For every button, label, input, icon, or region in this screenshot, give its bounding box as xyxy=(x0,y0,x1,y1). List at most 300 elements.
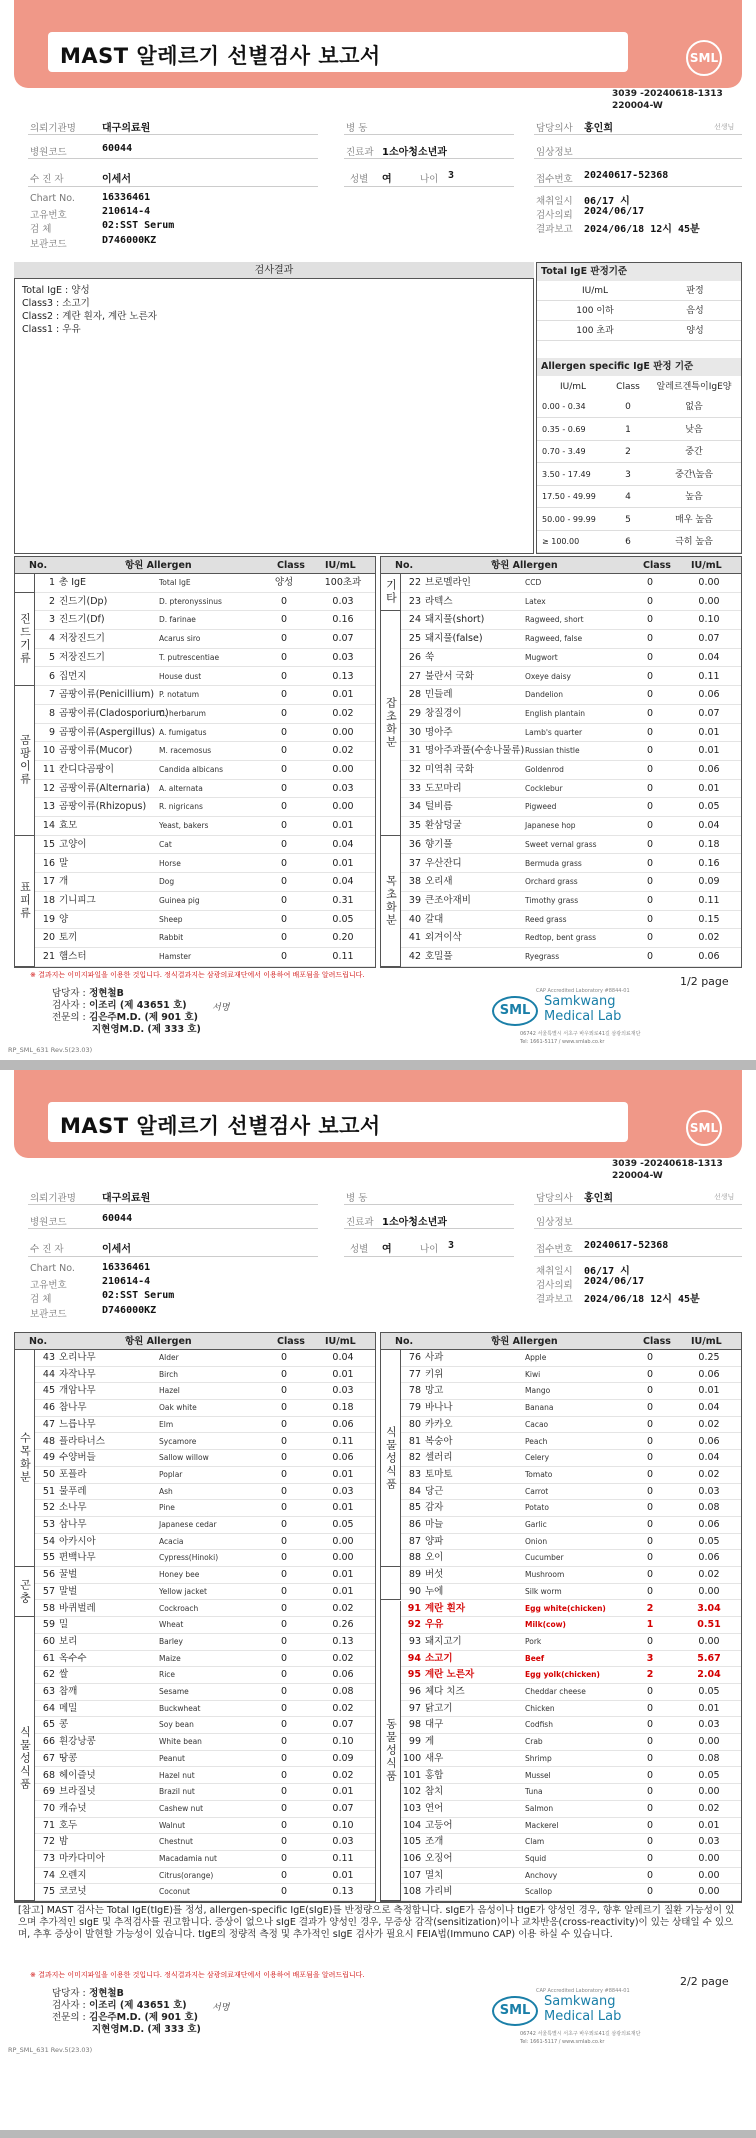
allergen-no: 78 xyxy=(408,1385,421,1397)
allergen-no: 9 xyxy=(48,726,55,738)
collect-date-value: 06/17 시 xyxy=(584,196,630,207)
allergen-iu: 0.09 xyxy=(698,876,720,888)
allergen-name-ko: 보리 xyxy=(59,1635,78,1647)
allergen-name-en: Kiwi xyxy=(525,1369,541,1379)
allergen-no: 32 xyxy=(408,764,421,775)
allergen-class: 0 xyxy=(280,764,288,775)
allergen-iu: 0.01 xyxy=(698,1385,720,1397)
allergen-row xyxy=(401,1400,741,1417)
allergen-no: 66 xyxy=(42,1736,55,1748)
allergen-class: 0 xyxy=(646,1468,654,1480)
allergen-no: 89 xyxy=(408,1569,421,1581)
allergen-no: 101 xyxy=(403,1769,422,1781)
signature-image-2: 서명 xyxy=(212,2003,230,2013)
allergen-class: 0 xyxy=(280,633,288,645)
allergen-iu: 0.00 xyxy=(698,577,720,588)
allergen-row xyxy=(35,1350,375,1367)
allergen-no: 21 xyxy=(42,951,55,962)
allergen-no: 41 xyxy=(408,932,421,944)
allergen-name-en: Onion xyxy=(525,1536,548,1546)
allergen-name-ko: 민들레 xyxy=(425,689,453,701)
allergen-name-en: Cat xyxy=(159,839,172,849)
allergen-name-ko: 헤이즐넛 xyxy=(59,1769,96,1781)
allergen-name-en: House dust xyxy=(159,671,202,681)
allergen-no: 53 xyxy=(42,1519,55,1530)
allergen-name-ko: 진드기(Dp) xyxy=(59,595,108,607)
column-header: No. xyxy=(395,1336,414,1347)
specimen-value: 02:SST Serum xyxy=(102,220,175,231)
allergen-iu: 0.07 xyxy=(332,633,354,645)
allergen-no: 70 xyxy=(42,1802,55,1814)
criteria-cell: 매우 높음 xyxy=(675,514,713,525)
allergen-class: 0 xyxy=(646,1736,654,1748)
column-header: IU/mL xyxy=(691,1336,722,1347)
allergen-name-ko: 밤 xyxy=(59,1836,69,1848)
result-line: Total IgE : 양성 xyxy=(22,285,90,296)
allergen-iu: 0.06 xyxy=(698,1368,720,1380)
allergen-class: 0 xyxy=(280,1468,288,1480)
allergen-class: 0 xyxy=(646,707,654,719)
allergen-iu: 0.25 xyxy=(698,1352,720,1363)
allergen-name-ko: 진드기(Df) xyxy=(59,614,105,626)
allergen-name-ko: 도꼬마리 xyxy=(425,782,462,794)
allergen-class: 0 xyxy=(646,1719,654,1731)
allergen-name-en: English plantain xyxy=(525,708,586,718)
allergen-iu: 0.07 xyxy=(332,1719,354,1731)
allergen-name-ko: 라텍스 xyxy=(425,595,453,607)
allergen-row xyxy=(35,1584,375,1601)
allergen-name-ko: 연어 xyxy=(425,1802,444,1814)
allergen-name-en: Russian thistle xyxy=(525,746,580,756)
allergen-row xyxy=(35,1884,375,1901)
allergen-iu: 0.01 xyxy=(332,1569,354,1581)
allergen-name-ko: 곰팡이류(Cladosporium) xyxy=(59,707,169,719)
allergen-class: 0 xyxy=(280,1719,288,1731)
allergen-name-en: Cacao xyxy=(525,1419,549,1429)
allergen-name-en: Chestnut xyxy=(159,1837,193,1847)
institution-value: 대구의료원 xyxy=(102,123,151,134)
allergen-row xyxy=(35,1717,375,1734)
allergen-row xyxy=(35,630,375,649)
report-page-1 xyxy=(0,0,756,1060)
allergen-iu: 0.15 xyxy=(698,913,720,925)
allergen-no: 67 xyxy=(42,1752,55,1764)
allergen-name-en: Dandelion xyxy=(525,690,564,700)
allergen-class: 0 xyxy=(280,1819,288,1831)
criteria-cell: 1 xyxy=(625,424,631,435)
allergen-row xyxy=(35,1651,375,1668)
allergen-iu: 0.16 xyxy=(332,614,354,626)
allergen-class: 0 xyxy=(646,801,654,813)
allergen-row xyxy=(401,1584,741,1601)
allergen-no: 103 xyxy=(403,1802,422,1814)
allergen-no: 58 xyxy=(42,1602,55,1614)
report-title-2: MAST 알레르기 선별검사 보고서 xyxy=(60,1114,381,1138)
allergen-iu: 0.00 xyxy=(332,1552,354,1564)
allergen-class: 0 xyxy=(280,1853,288,1864)
allergen-iu: 0.04 xyxy=(698,1452,720,1464)
allergen-name-ko: 수양버들 xyxy=(59,1452,96,1464)
allergen-class: 0 xyxy=(280,782,288,794)
allergen-iu: 0.06 xyxy=(332,1452,354,1464)
allergen-row xyxy=(401,836,741,855)
allergen-class: 0 xyxy=(280,1769,288,1781)
allergen-no: 25 xyxy=(408,633,421,645)
allergen-row xyxy=(35,1868,375,1885)
allergen-iu: 0.01 xyxy=(332,857,354,869)
allergen-name-en: Scallop xyxy=(525,1887,552,1897)
allergen-class: 0 xyxy=(646,894,654,906)
result-line: Class1 : 우유 xyxy=(22,324,81,335)
allergen-row xyxy=(35,892,375,911)
allergen-iu: 0.03 xyxy=(332,595,354,607)
allergen-class: 0 xyxy=(280,1368,288,1380)
allergen-iu: 0.06 xyxy=(698,764,720,775)
allergen-iu: 0.02 xyxy=(698,1569,720,1581)
allergen-iu: 0.05 xyxy=(332,1519,354,1530)
allergen-class: 0 xyxy=(646,1769,654,1781)
allergen-class: 0 xyxy=(280,1635,288,1647)
allergen-no: 79 xyxy=(408,1402,421,1414)
allergen-no: 10 xyxy=(42,745,55,757)
criteria-cell: 4 xyxy=(625,492,631,502)
form-code-2: RP_SML_631 Rev.5(23.03) xyxy=(8,2046,93,2054)
allergen-name-en: Wheat xyxy=(159,1620,184,1630)
allergen-name-ko: 갈대 xyxy=(425,913,444,925)
allergen-name-en: Crab xyxy=(525,1737,543,1747)
allergen-class: 0 xyxy=(280,1519,288,1530)
report-code-2: 3039 -20240618-1313 220004-W xyxy=(612,1159,723,1181)
allergen-name-en: R. nigricans xyxy=(159,802,203,812)
allergen-iu: 0.03 xyxy=(698,1719,720,1731)
allergen-iu: 0.02 xyxy=(332,707,354,719)
allergen-class: 2 xyxy=(646,1602,654,1614)
allergen-row xyxy=(35,1851,375,1868)
allergen-row xyxy=(401,1751,741,1768)
allergen-iu: 0.06 xyxy=(698,1435,720,1447)
allergen-class: 0 xyxy=(280,595,288,607)
allergen-row xyxy=(401,1768,741,1785)
allergen-class: 0 xyxy=(280,1352,288,1363)
allergen-name-en: Cheddar cheese xyxy=(525,1687,586,1696)
allergen-no: 83 xyxy=(408,1468,421,1480)
allergen-name-en: White bean xyxy=(159,1737,202,1747)
allergen-name-en: Shrimp xyxy=(525,1753,552,1763)
allergen-row xyxy=(401,1717,741,1734)
allergen-class: 양성 xyxy=(274,577,294,588)
sml-logo-2: SML xyxy=(686,1110,722,1146)
allergen-class: 3 xyxy=(646,1652,654,1664)
allergen-name-en: Citrus(orange) xyxy=(159,1870,214,1880)
allergen-no: 97 xyxy=(408,1702,421,1714)
allergen-no: 34 xyxy=(408,801,421,813)
allergen-no: 30 xyxy=(408,726,421,738)
allergen-no: 6 xyxy=(48,670,55,682)
allergen-no: 61 xyxy=(42,1652,55,1664)
allergen-name-en: Ragweed, short xyxy=(525,615,584,625)
allergen-name-ko: 카카오 xyxy=(425,1418,453,1430)
allergen-no: 49 xyxy=(42,1452,55,1464)
signers-2: 담당자 : 정현철B 검사자 : 이조리 (제 43651 호) 전문의 : 김은주M.D. (제 901 호) 지현영M.D. (제 333 호) xyxy=(52,1988,201,2035)
allergen-name-en: Celery xyxy=(525,1453,550,1463)
allergen-no: 73 xyxy=(42,1853,55,1864)
allergen-row xyxy=(35,705,375,724)
criteria-cell: 중간 xyxy=(685,447,703,457)
allergen-iu: 0.02 xyxy=(332,1602,354,1614)
allergen-class: 0 xyxy=(280,726,288,738)
allergen-name-ko: 포플라 xyxy=(59,1468,87,1480)
allergen-name-ko: 곰팡이류(Aspergillus) xyxy=(59,726,156,738)
unique-no-value: 210614-4 xyxy=(102,206,151,217)
allergen-no: 59 xyxy=(42,1619,55,1631)
allergen-class: 0 xyxy=(646,651,654,663)
allergen-name-en: Tuna xyxy=(525,1787,543,1797)
allergen-row xyxy=(35,1768,375,1785)
signature-image: 서명 xyxy=(212,1003,230,1013)
allergen-no: 51 xyxy=(42,1485,55,1497)
allergen-no: 92 xyxy=(407,1619,421,1631)
allergen-table-left xyxy=(14,556,376,968)
allergen-name-en: Codfish xyxy=(525,1720,553,1730)
allergen-no: 26 xyxy=(408,651,421,663)
allergen-iu: 0.08 xyxy=(698,1502,720,1514)
allergen-no: 85 xyxy=(408,1502,421,1514)
criteria-cell: 높음 xyxy=(685,492,703,502)
chart-no-value: 16336461 xyxy=(102,192,151,203)
allergen-name-ko: 조개 xyxy=(425,1836,444,1848)
allergen-iu: 0.02 xyxy=(332,1769,354,1781)
allergen-class: 0 xyxy=(646,1635,654,1647)
allergen-class: 0 xyxy=(646,1418,654,1430)
allergen-no: 29 xyxy=(408,707,421,719)
allergen-class: 0 xyxy=(646,726,654,738)
allergen-class: 0 xyxy=(646,1435,654,1447)
allergen-row xyxy=(401,668,741,687)
allergen-table-left-2 xyxy=(14,1332,376,1902)
allergen-row xyxy=(401,1734,741,1751)
allergen-name-ko: 오렌지 xyxy=(59,1869,87,1881)
allergen-name-ko: 돼지고기 xyxy=(425,1635,462,1647)
allergen-row xyxy=(401,855,741,874)
allergen-class: 0 xyxy=(646,1552,654,1564)
allergen-name-ko: 마늘 xyxy=(425,1519,444,1530)
allergen-no: 27 xyxy=(408,670,421,682)
allergen-class: 0 xyxy=(646,1535,654,1547)
allergen-iu: 0.01 xyxy=(332,1468,354,1480)
allergen-name-en: Cocklebur xyxy=(525,783,563,793)
allergen-name-en: Milk(cow) xyxy=(525,1620,566,1630)
criteria-cell: 낮음 xyxy=(685,424,703,435)
allergen-no: 62 xyxy=(42,1669,55,1681)
allergen-iu: 0.05 xyxy=(698,1686,720,1697)
allergen-class: 0 xyxy=(646,1485,654,1497)
allergen-no: 37 xyxy=(408,857,421,869)
allergen-iu: 0.01 xyxy=(332,1502,354,1514)
criteria-cell: 5 xyxy=(625,514,631,525)
allergen-name-ko: 체다 치즈 xyxy=(425,1686,465,1697)
allergen-name-ko: 흰강낭콩 xyxy=(59,1736,96,1748)
allergen-iu: 0.04 xyxy=(332,1352,354,1363)
allergen-name-ko: 참치 xyxy=(425,1786,444,1798)
allergen-class: 0 xyxy=(280,801,288,813)
allergen-row xyxy=(401,1367,741,1384)
allergen-row xyxy=(35,1701,375,1718)
allergen-no: 96 xyxy=(408,1686,421,1697)
allergen-no: 60 xyxy=(42,1635,55,1647)
allergen-table-right-2 xyxy=(380,1332,742,1902)
allergen-name-en: Potato xyxy=(525,1503,549,1513)
allergen-no: 17 xyxy=(42,876,55,888)
allergen-name-en: Rabbit xyxy=(159,933,184,943)
allergen-row xyxy=(401,724,741,743)
allergen-name-en: Cockroach xyxy=(159,1603,199,1613)
allergen-name-en: Egg yolk(chicken) xyxy=(525,1670,600,1680)
patient-info: 의뢰기관명 대구의료원 병원코드 60044 수 진 자 이세서 Chart No. 16336461 고유번호 210614-4 검 체 02:SST Serum 보관코드 D746000KZ 병 동 진료과 1소아청소년과 성별 여 나이 3 담당의사 홍인희 선생님 임상정보 접수번호 20240617-52368 채취일시 06/17 시 검사의뢰 2024/06/17 결과보고 2024/06/18 12시 45분 xyxy=(14,112,742,250)
allergen-iu: 0.11 xyxy=(698,670,720,682)
allergen-iu: 0.00 xyxy=(698,1869,720,1881)
allergen-no: 33 xyxy=(408,782,421,794)
allergen-row xyxy=(401,1834,741,1851)
allergen-no: 36 xyxy=(408,838,421,850)
allergen-iu: 0.01 xyxy=(698,782,720,794)
allergen-class: 0 xyxy=(280,1535,288,1547)
allergen-name-ko: 물푸레 xyxy=(59,1485,87,1497)
allergen-name-en: Mugwort xyxy=(525,652,558,662)
allergen-class: 0 xyxy=(280,1485,288,1497)
allergen-class: 0 xyxy=(646,1352,654,1363)
allergen-row xyxy=(401,1417,741,1434)
allergen-class: 0 xyxy=(646,1502,654,1514)
column-header: IU/mL xyxy=(325,560,356,571)
allergen-iu: 0.03 xyxy=(332,782,354,794)
allergen-name-en: Oak white xyxy=(159,1403,197,1413)
allergen-name-ko: 사과 xyxy=(425,1352,444,1363)
allergen-row xyxy=(35,668,375,687)
allergen-row xyxy=(401,686,741,705)
allergen-name-en: Orchard grass xyxy=(525,877,578,887)
allergen-name-en: Sesame xyxy=(159,1687,189,1696)
allergen-no: 107 xyxy=(403,1869,422,1881)
allergen-no: 63 xyxy=(42,1686,55,1697)
allergen-name-ko: 오이 xyxy=(425,1552,444,1564)
test-date-value: 2024/06/17 xyxy=(584,206,645,217)
allergen-name-ko: 캐슈넛 xyxy=(59,1802,87,1814)
allergen-no: 14 xyxy=(42,820,55,832)
allergen-no: 104 xyxy=(403,1819,422,1831)
allergen-name-ko: 털비름 xyxy=(425,801,453,813)
allergen-iu: 0.08 xyxy=(698,1752,720,1764)
allergen-row xyxy=(35,1667,375,1684)
allergen-row xyxy=(401,611,741,630)
allergen-name-en: Mushroom xyxy=(525,1570,565,1580)
allergen-name-en: Ryegrass xyxy=(525,952,560,961)
allergen-class: 0 xyxy=(646,1752,654,1764)
allergen-name-en: Lamb's quarter xyxy=(525,727,583,737)
table-header xyxy=(381,1333,741,1350)
allergen-name-en: Birch xyxy=(159,1369,179,1379)
allergen-name-ko: 누에 xyxy=(425,1585,444,1597)
allergen-class: 0 xyxy=(646,1869,654,1881)
allergen-iu: 0.13 xyxy=(332,1886,354,1898)
allergen-class: 0 xyxy=(646,838,654,850)
allergen-row xyxy=(35,817,375,836)
allergen-iu: 0.02 xyxy=(698,1802,720,1814)
allergen-iu: 2.04 xyxy=(697,1669,721,1681)
allergen-name-en: Oxeye daisy xyxy=(525,671,571,681)
column-header: Class xyxy=(643,560,671,571)
allergen-iu: 0.00 xyxy=(698,1736,720,1748)
allergen-class: 0 xyxy=(280,1452,288,1464)
criteria-col-header: Class xyxy=(616,382,640,392)
allergen-name-ko: 브라질넛 xyxy=(59,1786,96,1798)
allergen-name-ko: 홍합 xyxy=(425,1769,444,1781)
allergen-iu: 0.04 xyxy=(698,820,720,832)
allergen-name-en: D. farinae xyxy=(159,615,196,625)
allergen-name-ko: 돼지풀(short) xyxy=(425,614,485,626)
result-box xyxy=(14,262,534,554)
allergen-name-ko: 가리비 xyxy=(425,1886,453,1898)
allergen-no: 40 xyxy=(408,913,421,925)
allergen-class: 0 xyxy=(646,1402,654,1414)
allergen-name-ko: 오징어 xyxy=(425,1853,453,1864)
allergen-class: 0 xyxy=(280,1602,288,1614)
allergen-row xyxy=(401,1517,741,1534)
allergen-row xyxy=(401,1784,741,1801)
allergen-iu: 0.06 xyxy=(698,951,720,962)
allergen-iu: 0.10 xyxy=(698,614,720,626)
criteria-cell: 3.50 - 17.49 xyxy=(542,469,591,479)
allergen-name-ko: 호밀풀 xyxy=(425,951,453,962)
allergen-no: 45 xyxy=(42,1385,55,1397)
allergen-name-ko: 고등어 xyxy=(425,1819,453,1831)
allergen-class: 0 xyxy=(280,1385,288,1397)
allergen-name-en: Timothy grass xyxy=(525,895,579,905)
allergen-row xyxy=(401,593,741,612)
storage-code-value: D746000KZ xyxy=(102,235,157,246)
allergen-name-en: Bermuda grass xyxy=(525,858,582,868)
allergen-name-en: Sycamore xyxy=(159,1436,197,1446)
allergen-no: 42 xyxy=(408,951,421,962)
allergen-iu: 0.03 xyxy=(698,1485,720,1497)
allergen-row xyxy=(401,1550,741,1567)
criteria-cell: 100 이하 xyxy=(576,306,614,316)
allergen-no: 86 xyxy=(408,1519,421,1530)
allergen-name-ko: 오리나무 xyxy=(59,1352,96,1363)
allergen-no: 1 xyxy=(48,577,55,588)
allergen-name-en: T. putrescentiae xyxy=(159,652,220,662)
criteria-cell: 0.70 - 3.49 xyxy=(542,447,586,456)
allergen-iu: 0.00 xyxy=(332,1535,354,1547)
allergen-iu: 0.00 xyxy=(698,595,720,607)
allergen-table-right xyxy=(380,556,742,968)
allergen-class: 0 xyxy=(646,1519,654,1530)
allergen-row xyxy=(401,1467,741,1484)
allergen-name-en: A. fumigatus xyxy=(159,727,207,737)
criteria-col-header: IU/mL xyxy=(581,286,609,296)
column-header: 항원 Allergen xyxy=(125,560,192,571)
allergen-name-en: Horse xyxy=(159,858,181,868)
allergen-row xyxy=(35,1434,375,1451)
allergen-name-ko: 밀 xyxy=(59,1619,69,1631)
allergen-no: 4 xyxy=(48,633,55,645)
allergen-no: 20 xyxy=(42,932,55,944)
allergen-row xyxy=(401,1818,741,1835)
allergen-iu: 0.51 xyxy=(697,1619,721,1631)
allergen-name-en: Yellow jacket xyxy=(159,1586,207,1596)
allergen-class: 0 xyxy=(280,1569,288,1581)
allergen-row xyxy=(35,1801,375,1818)
allergen-group-label: 표피류 xyxy=(15,836,35,967)
